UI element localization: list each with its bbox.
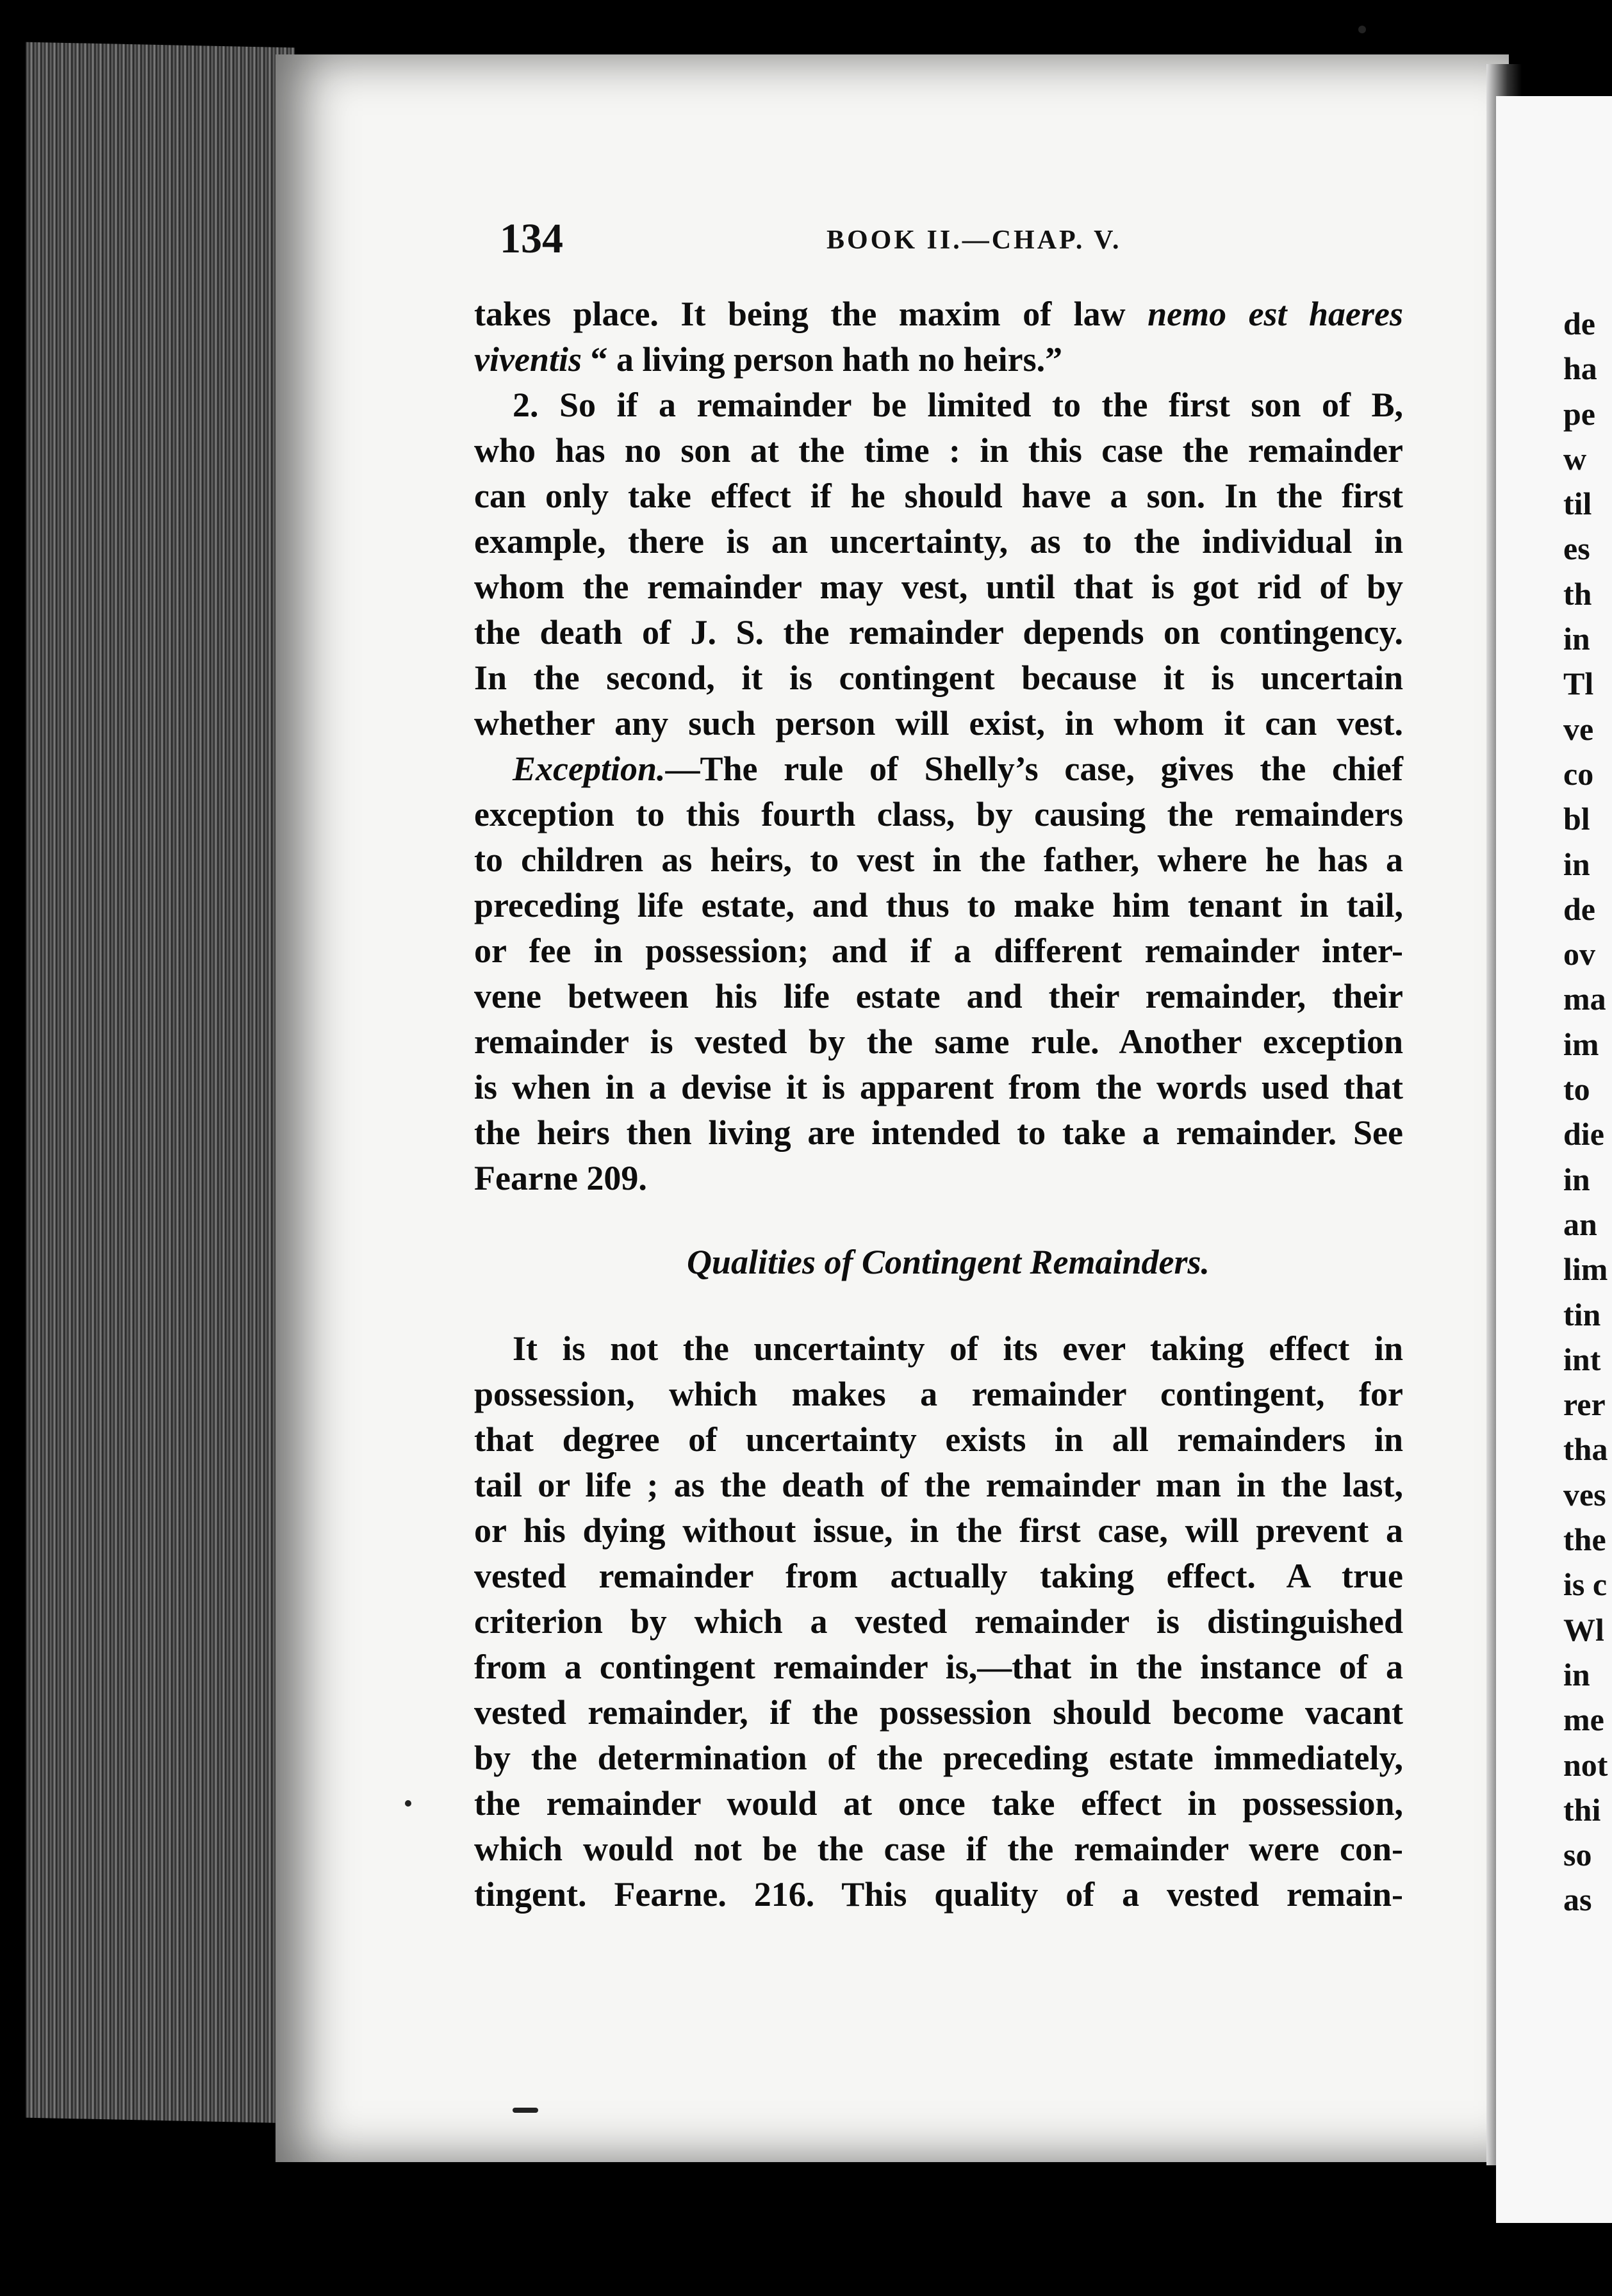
main-text <box>474 291 1403 1917</box>
facing-fragment: the <box>1563 1521 1606 1558</box>
facing-fragment: lim <box>1563 1251 1608 1288</box>
facing-fragment: ves <box>1563 1476 1606 1513</box>
text-line: by the determination of the preceding estate immediately, <box>474 1739 1403 1777</box>
text-line: criterion by which a vested remainder is distinguished <box>474 1602 1403 1641</box>
exception-label: Exception. <box>513 750 666 788</box>
text-line: viventis “ a living person hath no heirs.” <box>474 340 1063 379</box>
text-line: It is not the uncertainty of its ever taking effect in <box>513 1329 1403 1368</box>
facing-fragment: de <box>1563 890 1595 927</box>
text-line: the death of J. S. the remainder depends on contingency. <box>474 613 1403 652</box>
ink-speck <box>513 2108 538 2113</box>
text-line: whether any such person will exist, in whom it can vest. <box>474 704 1403 742</box>
facing-fragment: bl <box>1563 801 1590 837</box>
facing-fragment: in <box>1563 846 1590 882</box>
facing-fragment: not <box>1563 1746 1608 1783</box>
facing-fragment: so <box>1563 1837 1592 1873</box>
text-line: vested remainder from actually taking effect. A true <box>474 1557 1403 1595</box>
facing-fragment: ve <box>1563 710 1594 747</box>
text-line: the heirs then living are intended to take a remainder. See <box>474 1113 1403 1152</box>
text-line: example, there is an uncertainty, as to the individual in <box>474 522 1403 561</box>
latin-phrase: viventis <box>474 340 582 379</box>
facing-fragment: ma <box>1563 981 1606 1017</box>
text-line: possession, which makes a remainder contingent, for <box>474 1375 1403 1413</box>
text-line: is when in a devise it is apparent from the words used that <box>474 1068 1403 1106</box>
facing-fragment: tha <box>1563 1431 1608 1468</box>
text-line: tingent. Fearne. 216. This quality of a vested remain- <box>474 1875 1403 1914</box>
text-line: or his dying without issue, in the first case, will prevent a <box>474 1511 1403 1550</box>
latin-phrase: nemo est haeres <box>1147 295 1404 333</box>
facing-fragment: es <box>1563 530 1590 567</box>
text-line: from a contingent remainder is,—that in the instance of a <box>474 1648 1403 1686</box>
facing-fragment: im <box>1563 1026 1599 1062</box>
text-line: remainder is vested by the same rule. Another exception <box>474 1022 1403 1061</box>
facing-fragment: co <box>1563 755 1594 792</box>
text-line: who has no son at the time : in this case the remainder <box>474 431 1403 470</box>
text-line: In the second, it is contingent because it is uncertain <box>474 659 1403 697</box>
text-line: vested remainder, if the possession should become vacant <box>474 1693 1403 1732</box>
running-head <box>500 208 1397 266</box>
book-page-edges <box>26 42 295 2124</box>
facing-fragment: die <box>1563 1116 1604 1152</box>
text-line: exception to this fourth class, by causing the remainders <box>474 795 1403 833</box>
page-number: 134 <box>500 215 563 262</box>
ink-speck <box>1358 26 1366 33</box>
text-line: vene between his life estate and their remainder, their <box>474 977 1403 1015</box>
facing-fragment: ov <box>1563 936 1595 972</box>
section-heading: Qualities of Contingent Remainders. <box>686 1243 1210 1281</box>
text-line: tail or life ; as the death of the remainder man in the last, <box>474 1466 1403 1504</box>
text-line: to children as heirs, to vest in the father, where he has a <box>474 840 1403 879</box>
facing-fragment: is c <box>1563 1566 1608 1603</box>
facing-fragment: to <box>1563 1071 1590 1108</box>
text-line: which would not be the case if the remainder were con- <box>474 1830 1403 1868</box>
facing-fragment: int <box>1563 1341 1601 1377</box>
facing-fragment: as <box>1563 1882 1592 1918</box>
facing-fragment: Wl <box>1563 1611 1604 1648</box>
text-line: or fee in possession; and if a different remainder inter- <box>474 931 1403 970</box>
facing-fragment: in <box>1563 621 1590 657</box>
text-line: that degree of uncertainty exists in all remainders in <box>474 1420 1403 1459</box>
facing-fragment: me <box>1563 1702 1604 1738</box>
facing-fragment: an <box>1563 1206 1597 1242</box>
facing-fragment: in <box>1563 1656 1590 1693</box>
text-line: Fearne 209. <box>474 1159 647 1197</box>
facing-fragment: tin <box>1563 1296 1601 1332</box>
facing-fragment: thi <box>1563 1791 1601 1828</box>
facing-fragment: th <box>1563 575 1592 612</box>
text-line: takes place. It being the maxim of law nemo est haeres <box>474 295 1404 333</box>
facing-fragment: in <box>1563 1161 1590 1197</box>
text-line: preceding life estate, and thus to make him tenant in tail, <box>474 886 1403 924</box>
text-line: can only take effect if he should have a son. In the first <box>474 477 1403 515</box>
ink-speck <box>405 1800 411 1807</box>
facing-page-text <box>1563 301 1612 1923</box>
text-line: 2. So if a remainder be limited to the first son of B, <box>513 386 1403 424</box>
facing-fragment: w <box>1563 440 1587 477</box>
text-line: Exception.—The rule of Shelly’s case, gives the chief <box>513 750 1403 788</box>
text-line: whom the remainder may vest, until that is got rid of by <box>474 568 1403 606</box>
text-line: the remainder would at once take effect in possession, <box>474 1784 1403 1823</box>
facing-fragment: rer <box>1563 1386 1606 1423</box>
facing-fragment: de <box>1563 306 1595 341</box>
chapter-heading: BOOK II.—CHAP. V. <box>827 226 1122 255</box>
facing-fragment: pe <box>1563 395 1595 432</box>
facing-fragment: Tl <box>1563 666 1594 702</box>
facing-fragment: til <box>1563 486 1592 522</box>
facing-fragment: ha <box>1563 350 1597 387</box>
